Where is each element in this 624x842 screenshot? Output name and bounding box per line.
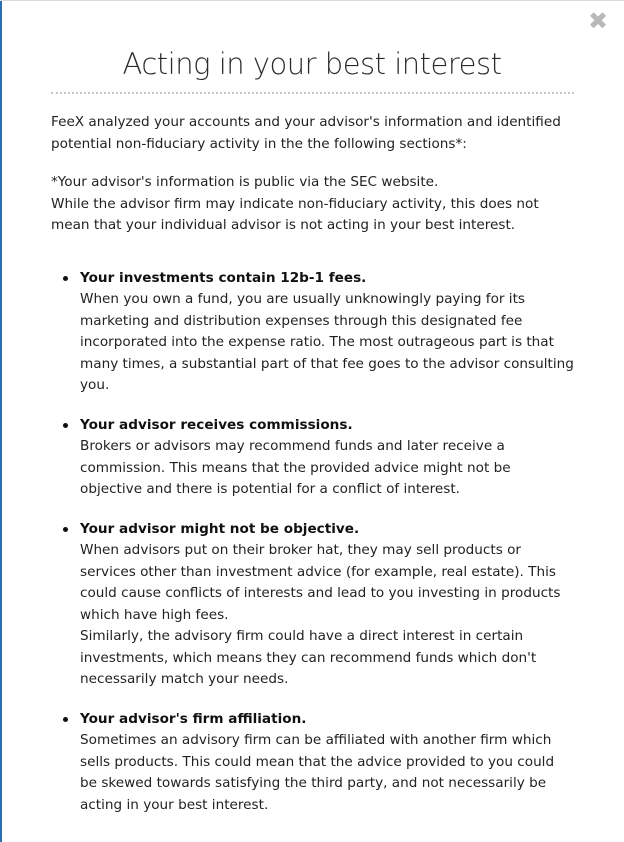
finding-body: Sometimes an advisory firm can be affiliated with another firm which sells products. This could mean that the advice provided to you could be skewed towards satisfying the third party, and not necessarily be acting in your best interest. bbox=[80, 732, 555, 813]
list-item bbox=[80, 709, 574, 817]
finding-title: Your advisor might not be objective. bbox=[80, 520, 360, 537]
finding-title: Your advisor's firm affiliation. bbox=[80, 710, 307, 727]
intro-text: FeeX analyzed your accounts and your advisor's information and identified potential non-fiduciary activity in the the following sections*: bbox=[51, 114, 561, 152]
modal-content bbox=[0, 112, 624, 816]
findings-list bbox=[51, 268, 574, 817]
finding-body: When you own a fund, you are usually unknowingly paying for its marketing and distribution expenses through this designated fee incorporated into the expense ratio. The most outrageous part is that many times, a substantial part of that fee goes to the advisor consulting you. bbox=[80, 291, 574, 393]
disclaimer-line-2: While the advisor firm may indicate non-fiduciary activity, this does not mean that your individual advisor is not acting in your best interest. bbox=[51, 195, 539, 233]
finding-body: When advisors put on their broker hat, they may sell products or services other than investment advice (for example, real estate). This could cause conflicts of interests and lead to you investing in products which have high fees. bbox=[80, 542, 561, 623]
list-item bbox=[80, 268, 574, 397]
modal-title: Acting in your best interest bbox=[122, 47, 502, 81]
finding-title: Your advisor receives commissions. bbox=[80, 416, 353, 433]
modal-left-border bbox=[0, 0, 2, 842]
finding-title: Your investments contain 12b-1 fees. bbox=[80, 269, 367, 286]
finding-body: Brokers or advisors may recommend funds and later receive a commission. This means that the provided advice might not be objective and there is potential for a conflict of interest. bbox=[80, 438, 511, 497]
modal-top-border bbox=[0, 0, 624, 1]
list-item bbox=[80, 415, 574, 501]
finding-body-continued: Similarly, the advisory firm could have a direct interest in certain investments, which means they can recommend funds which don't necessarily match your needs. bbox=[80, 628, 537, 687]
disclaimer-line-1: *Your advisor's information is public via the SEC website. bbox=[51, 174, 439, 190]
close-icon[interactable]: ✖ bbox=[588, 7, 609, 35]
list-item bbox=[80, 519, 574, 691]
title-divider bbox=[51, 92, 574, 94]
disclaimer-note bbox=[51, 172, 574, 237]
